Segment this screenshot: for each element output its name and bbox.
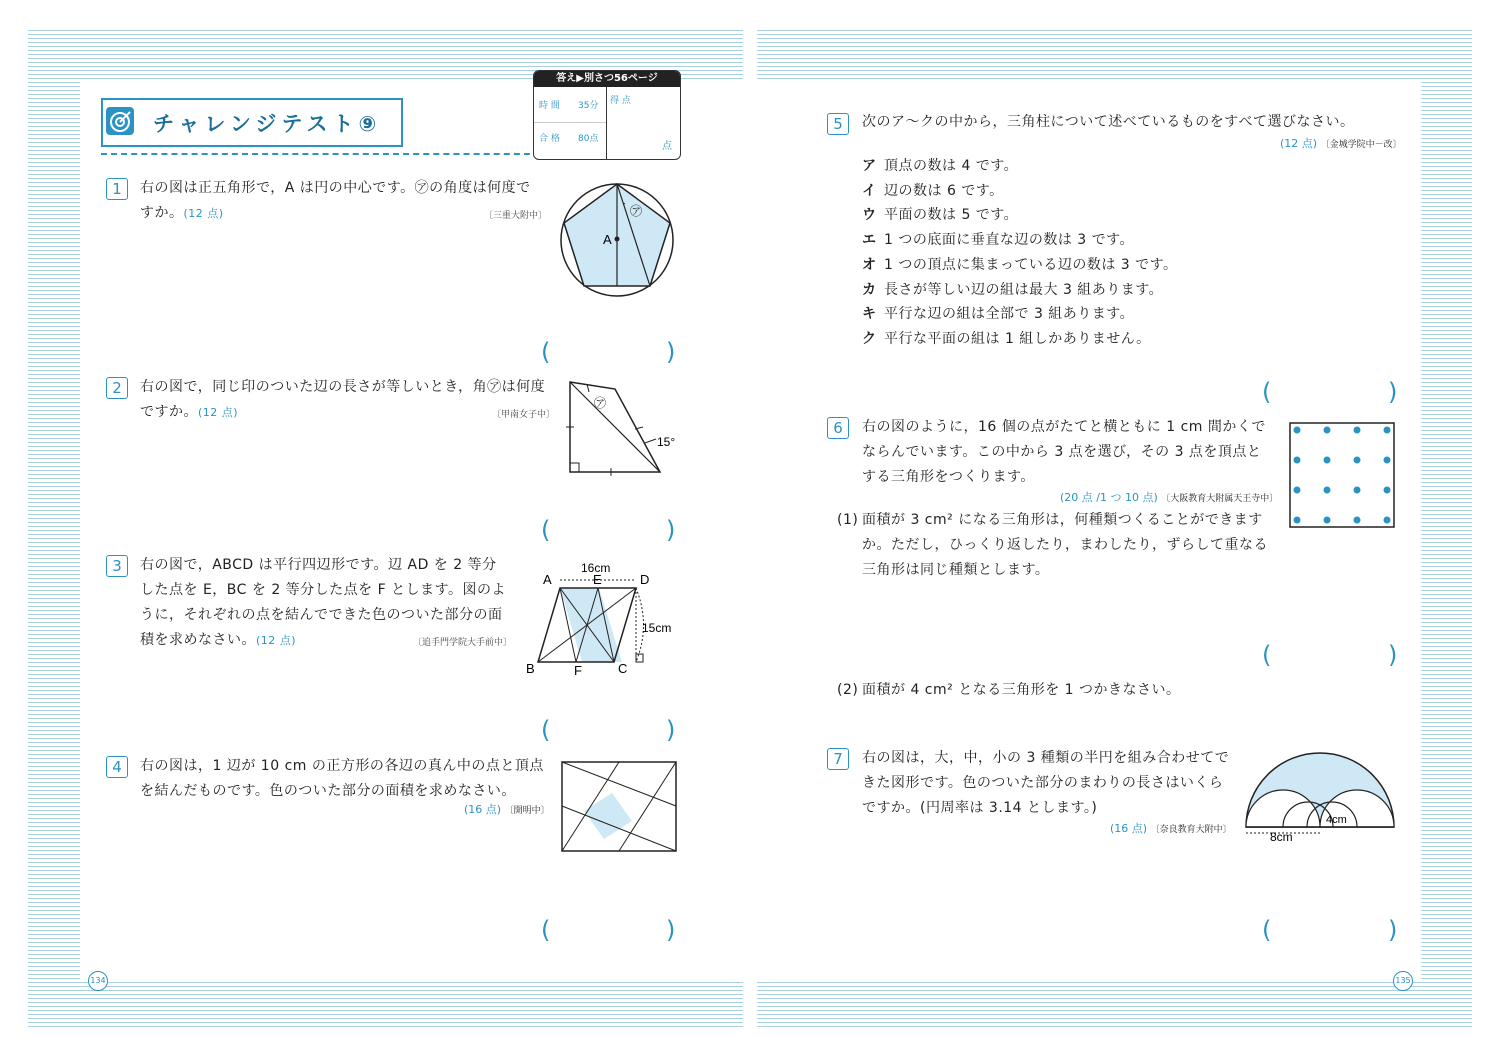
q3-top-length: 16cm [581,561,611,575]
q5-choice: ク 平行な平面の組は 1 組しかありません。 [862,331,1151,347]
q3-label-D: D [640,572,650,587]
q2-angle-label: ㋐ [594,396,607,410]
question-7-text: 右の図は，大，中，小の 3 種類の半円を組み合わせてできた図形です。色のついた部分のまわりの長さはいくらですか。(円周率は 3.14 とします。) [862,750,1230,816]
question-1-source: 〔三重大附中〕 [484,211,548,221]
question-5-source: 〔金城学院中－改〕 [1320,140,1402,150]
q6-sub1-number: (1) [837,512,859,528]
q1-angle-label: ㋐ [630,204,643,218]
question-1-number: 1 [106,178,128,200]
q3-label-F: F [574,663,582,678]
q3-label-B: B [526,661,535,676]
question-2-points: (12 点) [198,406,239,419]
question-3-text: 右の図で，ABCD は平行四辺形です。辺 AD を 2 等分した点を E，BC を 2 等分した点を F とします。図のように，それぞれの点を結んでできた色のついた部分の面積を求めなさい。(12 点) [140,557,507,648]
score-unit: 点 [662,141,672,152]
answer-2-close: ) [666,516,676,544]
title-banner [101,98,403,147]
q3-label-C: C [618,661,628,676]
question-7-source: 〔奈良教育大附中〕 [1150,825,1232,835]
question-6-source: 〔大阪教育大附属天王寺中〕 [1161,494,1279,504]
question-3-number: 3 [106,555,128,577]
time-value: 35分 [578,101,599,111]
q5-choice: カ 長さが等しい辺の組は最大 3 組あります。 [862,282,1164,298]
answer-6-1-close: ) [1388,641,1398,669]
q7-small-length: 4cm [1326,814,1347,826]
page-number-left: 134 [88,971,108,991]
question-3-source: 〔追手門学院大手前中〕 [413,638,513,648]
answer-4-open: ( [541,916,551,944]
pass-label: 合 格 [539,134,560,144]
question-7-number: 7 [827,748,849,770]
q1-pentagon-figure [555,178,685,298]
score-label: 得 点 [610,96,631,106]
answer-5-close: ) [1388,378,1398,406]
answer-7-close: ) [1388,916,1398,944]
answer-1-open: ( [541,338,551,366]
question-6-text: 右の図のように，16 個の点がたてと横ともに 1 cm 間かくでならんでいます。この中から 3 点を選び，その 3 点を頂点とする三角形をつくります。 [862,419,1266,485]
q5-choice: エ 1 つの底面に垂直な辺の数は 3 です。 [862,232,1135,248]
answer-5-open: ( [1262,378,1272,406]
q3-label-E: E [593,572,602,587]
q7-bottom-length: 8cm [1270,830,1293,844]
question-5-text: 次のア〜クの中から，三角柱について述べているものをすべて選びなさい。 [862,114,1355,130]
question-4-text: 右の図は，1 辺が 10 cm の正方形の各辺の真ん中の点と頂点を結んだものです。色のついた部分の面積を求めなさい。 [140,758,544,799]
answer-7-open: ( [1262,916,1272,944]
q6-dot-grid-figure [1288,421,1396,529]
question-6-points: (20 点 /1 つ 10 点) [1060,491,1158,504]
q7-semicircles-figure [1240,745,1400,850]
q5-choice: ア 頂点の数は 4 です。 [862,158,1019,174]
question-3-points: (12 点) [256,634,297,647]
q3-parallelogram-figure [523,558,678,678]
question-1-points: (12 点) [183,207,224,220]
q6-sub1-text: 面積が 3 cm² になる三角形は，何種類つくることができますか。ただし，ひっくり返したり，まわしたり，ずらして重なる三角形は同じ種類とします。 [862,512,1268,578]
answer-4-close: ) [666,916,676,944]
answer-3-open: ( [541,716,551,744]
time-label: 時 間 [539,101,560,111]
q2-quadrilateral-figure [560,375,680,480]
q6-sub2-number: (2) [837,682,859,698]
answer-reference: 答え▶別さつ56ページ [534,71,680,87]
q2-degree-label: 15° [657,435,676,449]
answer-6-1-open: ( [1262,641,1272,669]
question-2-source: 〔甲南女子中〕 [492,410,556,420]
answer-2-open: ( [541,516,551,544]
score-box [533,70,681,160]
answer-1-close: ) [666,338,676,366]
question-1-text: 右の図は正五角形で，A は円の中心です。㋐の角度は何度ですか。(12 点) [140,180,531,221]
q4-square-figure [560,760,680,855]
question-5-number: 5 [827,113,849,135]
question-4-source: 〔開明中〕 [504,806,550,816]
q5-choice: オ 1 つの頂点に集まっている辺の数は 3 です。 [862,257,1178,273]
question-4-number: 4 [106,756,128,778]
question-2-text: 右の図で，同じ印のついた辺の長さが等しいとき，角㋐は何度ですか。(12 点) [140,379,546,420]
page-title: チャレンジテスト⑨ [153,112,382,136]
q5-choice: イ 辺の数は 6 です。 [862,183,1004,199]
answer-3-close: ) [666,716,676,744]
q3-label-A: A [543,572,552,587]
question-5-points: (12 点) [1280,137,1318,150]
q5-choice: キ 平行な辺の組は全部で 3 組あります。 [862,306,1135,322]
page-number-right: 135 [1393,971,1413,991]
question-7-points: (16 点) [1110,822,1148,835]
q6-sub2-text: 面積が 4 cm² となる三角形を 1 つかきなさい。 [862,682,1181,698]
q3-side-length: 15cm [642,621,672,635]
pass-value: 80点 [578,134,599,144]
q5-choice: ウ 平面の数は 5 です。 [862,207,1019,223]
q1-vertex-label: A [603,232,612,247]
target-icon [106,107,134,135]
question-6-number: 6 [827,417,849,439]
question-2-number: 2 [106,377,128,399]
question-4-points: (16 点) [464,803,502,816]
